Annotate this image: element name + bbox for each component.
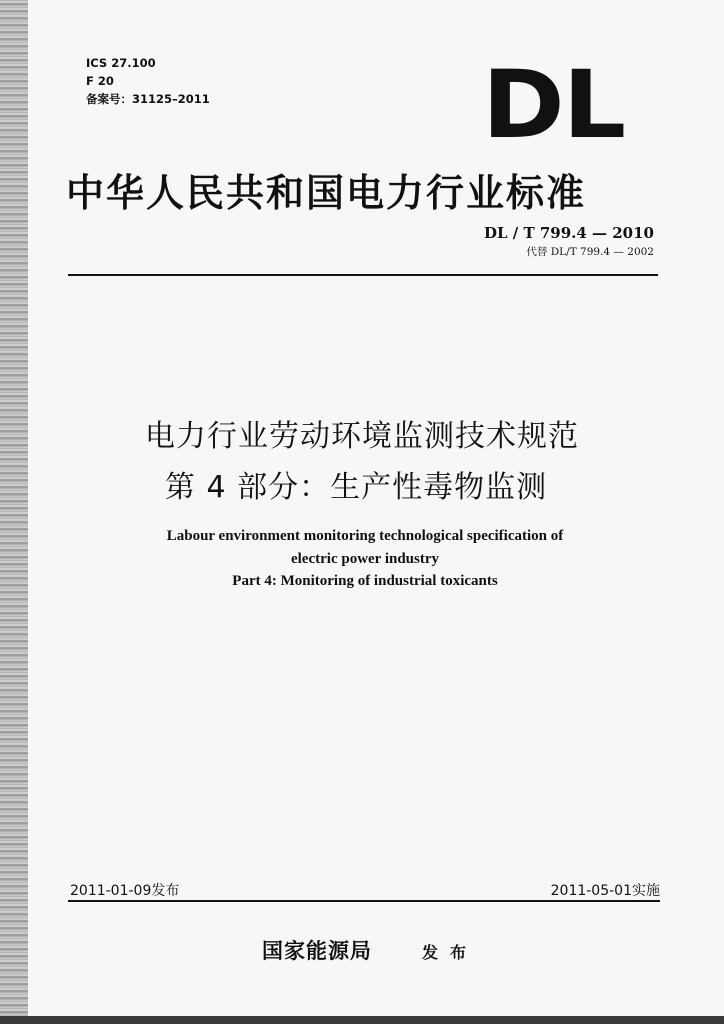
classification-block [86,54,210,108]
chinese-title-line-2: 第 4 部分：生产性毒物监测 [164,470,548,505]
english-title-line-3: Part 4: Monitoring of industrial toxicants [232,573,498,589]
dl-logo: DL [482,51,624,160]
classification-code: F 20 [86,74,114,88]
english-title-line-1: Labour environment monitoring technological specification of [166,528,564,544]
publish-label: 发布 [422,943,479,962]
issue-date: 2011-01-09发布 [70,883,180,899]
record-number: 备案号：31125–2011 [86,92,210,106]
scan-bottom-edge [0,1016,724,1024]
org-title: 中华人民共和国电力行业标准 [66,170,587,215]
footer-divider [68,900,660,902]
english-title-line-2: electric power industry [290,551,440,567]
ics-code: ICS 27.100 [86,56,156,70]
chinese-title-line-1: 电力行业劳动环境监测技术规范 [145,419,579,454]
publisher-name: 国家能源局 [262,938,372,963]
replaces-standard: 代替 DL/T 799.4 — 2002 [526,246,654,258]
header-divider [68,274,658,276]
standard-number: DL / T 799.4 — 2010 [483,224,654,242]
scan-binding-edge [0,0,28,1024]
implementation-date: 2011-05-01实施 [550,883,660,899]
